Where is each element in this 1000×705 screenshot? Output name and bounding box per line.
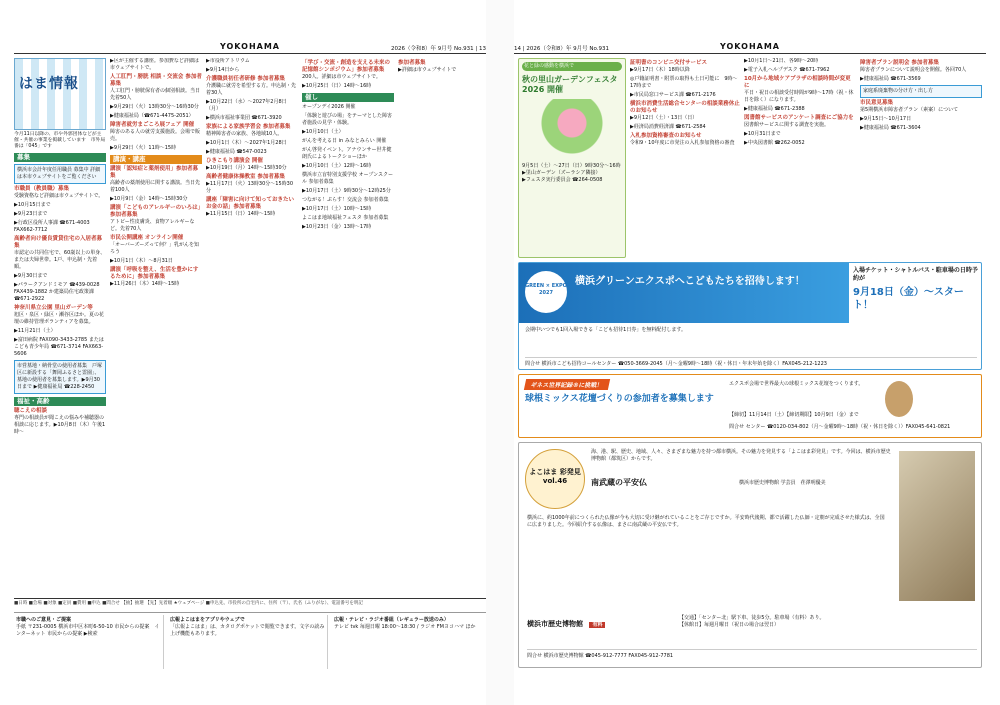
notice-box: 家庭系廃棄物の分け方・出し方	[860, 85, 982, 98]
item-text: ▶区が主催する講座。参加費など詳細は市ウェブサイトで。	[110, 58, 199, 71]
bottom-title-opinion: 市職へのご意見・ご提案	[16, 617, 72, 623]
item-heading: 講演「認知症と薬剤使用」参加者募集	[110, 166, 199, 179]
expo-logo: GREEN × EXPO 2027	[525, 271, 567, 313]
museum-contact: 問合せ 横浜市歴史博物館 ☎045-912-7777 FAX045-912-7781	[527, 649, 977, 659]
item-heading: ひきこもり講演会 開催	[206, 158, 263, 164]
left-column-2	[110, 58, 202, 598]
guinness-title: 球根ミックス花壇づくりの参加者を募集します	[525, 394, 714, 404]
section-heading: 福祉・高齢	[14, 397, 106, 406]
item-text: ▶10月25日（日）14時〜16時	[302, 83, 372, 89]
item-heading: 市職員（教員職）募集	[14, 186, 70, 192]
item-text: ▶行政区役所人事課 ☎671-4003 FAX662-7712	[14, 220, 90, 233]
item-text: 「体験と遊びの場」をテーマとした障害者施設の見学・体験。	[302, 113, 393, 126]
item-text: ▶9月17日（木）18時以降	[630, 67, 690, 73]
col5-text: ▶詳細は市ウェブサイトで	[398, 67, 457, 73]
item-heading: 高齢者健康体操教室 参加者募集	[206, 174, 285, 180]
section-heading: 募集	[14, 153, 106, 162]
item-text: がんを考える日 in みなとみらい 開催	[302, 138, 387, 144]
item-text: ▶11月15日（日）14時〜15時	[206, 211, 276, 217]
left-column-1	[14, 58, 106, 598]
bottom-box-opinion	[14, 615, 164, 669]
item-heading: 介護職員初任者研修 参加者募集	[206, 76, 285, 82]
item-heading: 聴こえの相談	[14, 408, 48, 414]
bottom-text-opinion: 手紙 〒231-0005 横浜市中区本町6-50-10 市民からの提案 インターネット 市民からの提案 ▶検索	[16, 624, 160, 637]
logo-title: はま情報	[19, 76, 79, 92]
item-text: 障害のある人の就労支援施設。会場で販売。	[110, 129, 201, 142]
item-text: ▶中央図書館 ☎262-0052	[744, 140, 805, 146]
bottom-title-app: 広報よこはまをアプリやウェブで	[170, 617, 245, 623]
left-bottom-bar	[14, 612, 486, 670]
item-text: ▶健康福祉局 ☎671-3569	[860, 76, 921, 82]
museum-author: 横浜市歴史博物館 学芸員 荏澤明優美	[739, 480, 826, 486]
flower-place: ▶里山ガーデン（ズーラシア隣接）	[522, 170, 601, 176]
item-text: 障害者プランについて説明会を開催。各回70人	[860, 67, 967, 73]
museum-intro: 海、港、駅、歴史、地域、人々、さまざまな魅力を持つ都市横浜。その魅力を発見する「よこはま彩発見」です。今回は、横浜市歴史博物館（都筑区）からです。	[591, 449, 891, 462]
item-text: 介護職に就労を希望する方。申込制・先着30人	[206, 83, 297, 96]
item-text: ▶9月12日（土）・13日（日）	[630, 115, 698, 121]
bottom-box-tv	[332, 615, 486, 669]
expo-side-text: 入場チケット・シャトルバス・駐車場の日時予約が	[853, 267, 978, 282]
item-text: ▶健康福祉局 ☎671-2388	[744, 106, 805, 112]
item-text: ▶健康福祉局 ☎547-0023	[206, 149, 267, 155]
item-text: ▶10月19日（月）14時〜15時30分	[206, 165, 287, 171]
item-text: ▶10月10日（土）	[302, 129, 344, 135]
logo-intro: 今月11日以降の、市や外郭団体などが主催・共催の事業を掲載しています 市外局番は「045」です	[14, 132, 106, 149]
item-heading: 市民公開講座 オンライン開催	[110, 235, 184, 241]
item-text: よこはま地域福祉フェスタ 参加者募集	[302, 215, 389, 221]
item-text: ▶10月15日まで	[14, 202, 51, 208]
item-text: ▶10月22日（水）〜2027年2月8日（月）	[206, 99, 287, 112]
item-text: ▶10月1日〜21日、各9時〜20時	[744, 58, 819, 64]
left-page	[14, 0, 486, 705]
item-text: ▶9月23日まで	[14, 211, 48, 217]
item-text: ▶電子入札ヘルプデスク ☎671-7962	[744, 67, 830, 73]
expo-side-date: 9月18日（金）〜スタート！	[853, 287, 964, 311]
item-heading: 証明書のコンビニ交付サービス	[630, 60, 708, 66]
item-text: 専門の相談員が聞こえの悩みや補聴器の相談に応じます。▶10月8日（木）午後1時〜	[14, 415, 106, 435]
item-text: 図書館サービスに関する調査を実施。	[744, 122, 830, 128]
guinness-badge: ギネス世界記録®に挑戦！	[524, 379, 610, 390]
item-heading: 市民意見募集	[860, 100, 894, 106]
bottom-box-app	[168, 615, 328, 669]
expo-body: 会期中いつでも1回入場できる「こども招待1日券」を無料配付します。	[525, 327, 686, 333]
item-text: ▶9月15日〜10月17日	[860, 116, 912, 122]
item-text: ▶11月21日（土）	[14, 328, 56, 334]
item-text: がん啓発イベント。アナウンサー世井健朗氏によるトークショーほか	[302, 147, 392, 160]
item-text: ▶11月17日（火）13時30分〜15時30分	[206, 181, 294, 194]
right-column-3	[860, 58, 982, 258]
item-text: つながる！ぷらす！交流会 参加者募集	[302, 197, 389, 203]
fee-badge: 有料	[589, 622, 605, 628]
item-heading: 横浜市消費生活総合センターの相談業務休止のお知らせ	[630, 101, 740, 114]
item-text: ▶9月30日まで	[14, 273, 48, 279]
museum-access	[679, 615, 889, 629]
expo-title: 横浜グリーンエクスポへこどもたちを招待します！	[575, 276, 805, 287]
item-text: 令和9・10年度に市発注の入札参加資格の審査	[630, 140, 735, 146]
green-expo-ad	[518, 262, 982, 370]
item-text: 平日・祝日の相談受付時間が9時〜17時（祝・休日を除く）になります。	[744, 90, 854, 103]
right-column-1	[630, 58, 740, 258]
closed-text: 【休館日】毎週月曜日（祝日の場合は翌日）	[679, 622, 780, 628]
item-text: ▶11月26日（木）14時〜15時	[110, 281, 180, 287]
item-heading: 10月から地域ケアプラザの相談時間が変更に	[744, 76, 851, 89]
guinness-body: エクスポ会場で世界最大の球根ミックス花壇をつくります。	[729, 381, 864, 387]
expo-side	[853, 267, 979, 312]
item-text: ▶健康福祉局 ☎671-3604	[860, 125, 921, 131]
museum-name: 横浜市歴史博物館	[527, 620, 583, 628]
item-heading: 人工肛門・膀胱 相談・交流会 参加者募集	[110, 74, 202, 87]
item-heading: 講演「こどものアレルギーのいろは」参加者募集	[110, 205, 201, 218]
bottom-title-tv: 広報・テレビ・ラジオ番組（レギュラー放送のみ）	[334, 617, 449, 623]
notice-box: 横浜市会計年度任用職員 募集中 詳細は本市ウェブサイトをご覧ください	[14, 164, 106, 184]
item-text: アトピー性皮膚炎、食物アレルギーなど。先着70人	[110, 219, 195, 232]
item-text: ▶10月10日（土）12時〜16時	[302, 163, 372, 169]
section-heading: 催し	[302, 93, 394, 102]
item-heading: 障害者就労まごころ展フェア 開催	[110, 122, 195, 128]
issue-number: 2026（令和8）年 9月号 No.931 | 13	[391, 46, 486, 52]
col5-heading: 参加者募集	[398, 60, 426, 66]
item-text: ▶9月29日（火）11時〜15時	[110, 145, 177, 151]
bottom-text-app: 「広報よこはま」は、カタログポケットで閲覧できます。文字の読み上げ機能もあります。	[170, 624, 325, 637]
item-text: 200人。詳細は市ウェブサイトで。	[302, 74, 381, 80]
item-text: ▶健康福祉局（☎671-4475-2051）	[110, 113, 194, 119]
masthead-right: YOKOHAMA	[720, 42, 780, 51]
museum-title: 南武蔵の平安仏	[591, 478, 647, 487]
item-heading: 入札参加資格審査のお知らせ	[630, 133, 702, 139]
item-text: 第5期横浜市障害者プラン（素案）について	[860, 107, 959, 113]
right-page	[514, 0, 986, 705]
issue-number-right: 14 | 2026（令和8）年 9月号 No.931	[514, 46, 609, 52]
expo-contact: 問合せ 横浜市こども招待コールセンター ☎050-3669-2045（月〜金曜9時〜18時（祝・休日・年末年始を除く）FAX045-212-1223	[525, 357, 977, 367]
item-text: ▶市民局窓口サービス課 ☎671-2176	[630, 92, 716, 98]
item-text: ▶10月31日まで	[744, 131, 781, 137]
legend-footer: ■日時 ■会場 ■対象 ■定員 ■費用 ■申込 ■問合せ 【抽】抽選 【先】先着順 ★ウェブページ ■申込先、市役所の自宅内に、住所（〒）、氏名（ふりがな）、電話番号を明記	[14, 598, 486, 606]
guinness-contact: 問合せ センター ☎0120-034-802（月〜金曜9時〜18時（祝・休日を除く））FAX045-641-0821	[729, 424, 951, 430]
flower-image	[522, 99, 622, 159]
item-text: オープンデイ2026 開催	[302, 104, 356, 110]
section-heading: 講演・講座	[110, 155, 202, 164]
access-text: 【交通】「センター北」駅下車、徒歩5分。駐車場（有料）あり。	[679, 615, 825, 621]
hama-info-logo	[14, 58, 106, 130]
item-text: ▶10月9日（金）14時〜15時30分	[110, 196, 188, 202]
museum-body: 横浜に、約1000年前につくられた仏像が今も大切に受け継がれていることをご存じですか。平安時代後期、都で活躍した仏師・定朝が完成させた様式は、全国に広まりました。今回紹介する仏像は、まさに南武蔵の平安仏です。	[527, 515, 885, 528]
item-text: 市認定の共同住宅で、60歳以上の単身、または夫婦世帯。1戸、申込制・先着順。	[14, 250, 106, 270]
item-heading: 高齢者向け優良賃貸住宅の入居者募集	[14, 236, 103, 249]
item-text: ▶10月23日（金）13時〜17時	[302, 224, 372, 230]
item-text: ▶経済局消費経済課 ☎671-2584	[630, 124, 706, 130]
item-text: 旭区・泉区・緑区・瀬谷区ほか。夏の花壇の維持管理ボランティアを募集。	[14, 312, 105, 325]
page-gutter	[486, 0, 514, 705]
museum-article	[518, 442, 982, 668]
flower-date: 9月5日（土）〜27日（日）9時30分〜16時	[522, 163, 621, 169]
guinness-ad	[518, 374, 982, 438]
flower-title: 秋の里山ガーデンフェスタ 2026 開催	[522, 75, 618, 94]
item-text: ▶10月1日（木）〜2027年1月28日	[206, 140, 287, 146]
right-column-2	[744, 58, 856, 258]
flower-contact: ▶フェスタ実行委員会 ☎264-0508	[522, 177, 603, 183]
item-heading: 神奈川県立公園 里山ガーデン等	[14, 305, 93, 311]
item-heading: 図書館サービスのアンケート調査にご協力を	[744, 115, 854, 121]
bottom-text-tv: テレビ tvk 毎週日曜 18:00〜18:30 / ラジオ FMヨコハマ ほか	[334, 624, 476, 630]
item-text: 横浜市立盲特別支援学校 オープンスクール 参加者募集	[302, 172, 393, 185]
left-column-3	[206, 58, 298, 598]
column-1-content	[14, 153, 106, 436]
item-text: ▶10月1日（木）〜8月31日	[110, 258, 173, 264]
notice-box: 市営墓地・納骨堂の使用者募集 戸塚区に新設する「舞岡ふるさと霊園」、墓地の使用者を募集します。▶9月30日まで ▶健康福祉局 ☎228-2450	[14, 360, 106, 394]
item-text: 高齢者の薬剤使用に関する講演。当日先着100人	[110, 180, 201, 193]
guinness-date: 【締切】11月14日（土）【締切期限】10月9日（金）まで	[729, 412, 859, 418]
flower-badge: 花と緑の感動を横浜で	[522, 62, 622, 71]
series-logo: よこはま 彩発見 vol.46	[525, 449, 585, 509]
item-text: ▶9月29日（火）13時30分〜16時30分	[110, 104, 199, 110]
buddha-statue-image	[899, 451, 975, 601]
item-text: ▶パラークアンドミモア ☎439-0028 FAX439-1882 か建築局住宅政策課 ☎671-2922	[14, 282, 100, 302]
right-header	[514, 42, 986, 54]
left-column-5	[398, 58, 486, 598]
item-text: ▶市役所アトリウム	[206, 58, 250, 64]
museum-name-row	[527, 619, 605, 629]
item-text: 「オーバーズーズって何？」乳がんを知ろう	[110, 242, 200, 255]
item-text: 精神障害者の家族、各地域10人。	[206, 131, 283, 137]
item-text: ▶9月14日から	[206, 67, 240, 73]
item-heading: 講演「呼吸を整え、生活を豊かにするために」参加者募集	[110, 267, 199, 280]
expo-banner	[519, 263, 849, 323]
item-heading: 「学び・交流・創造を支える未来の記憶館シンポジウム」参加者募集	[302, 60, 391, 73]
item-text: 人工肛門・膀胱保有者の個別相談。当日先着50人	[110, 88, 201, 101]
item-text: ▶富田病院 FAX090-3433-2785 またはこども青少年局 ☎671-3714 FAX663-5606	[14, 337, 104, 357]
item-heading: 障害者プラン説明会 参加者募集	[860, 60, 939, 66]
flower-festa-ad	[518, 58, 626, 258]
item-text: ▶横浜市福祉事業団 ☎671-3920	[206, 115, 282, 121]
item-heading: 講座「障害に向けて知っておきたいお金の話」参加者募集	[206, 197, 295, 210]
item-text: ▶10月17日（土）10時〜15時	[302, 206, 372, 212]
item-text: 受験資格など詳細は市ウェブサイトで。	[14, 193, 104, 199]
masthead: YOKOHAMA	[220, 42, 280, 51]
left-column-4	[302, 58, 394, 598]
left-header	[14, 42, 486, 54]
item-text: ▶10月17日（土）9時30分〜12時25分	[302, 188, 391, 194]
item-text: ◎戸籍証明書・附票の取得も土日可能に 9時〜17時まで	[630, 76, 738, 89]
item-heading: 家族による家族学習会 参加者募集	[206, 124, 291, 130]
